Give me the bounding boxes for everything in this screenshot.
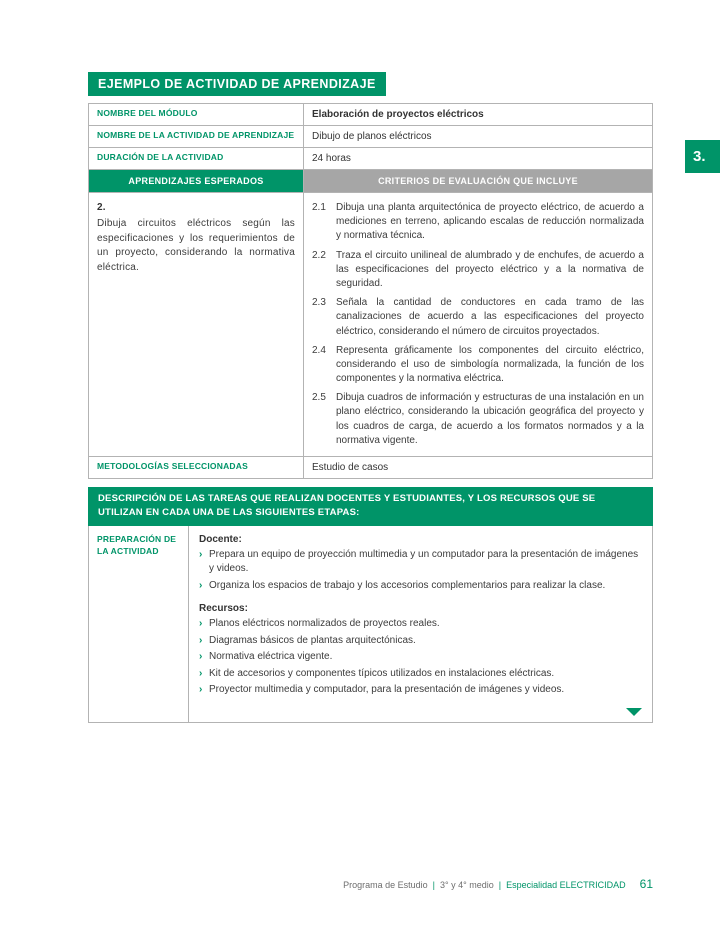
table-header-row xyxy=(89,169,652,192)
table-row-metodologias xyxy=(89,456,652,478)
list-item xyxy=(199,650,640,665)
row-label: DURACIÓN DE LA ACTIVIDAD xyxy=(89,148,304,169)
bullet-icon: › xyxy=(199,579,203,591)
docente-heading: Docente: xyxy=(199,533,242,545)
footer-specialty: Especialidad ELECTRICIDAD xyxy=(506,880,626,890)
criterion-text: Traza el circuito unilineal de alumbrado y de enchufes, de acuerdo a las especificaciones del proyecto eléctrico y a la normativa de seguridad. xyxy=(336,249,644,289)
chapter-tab: 3. xyxy=(685,140,720,173)
preparation-body xyxy=(189,526,652,722)
bullet-icon: › xyxy=(199,684,203,695)
footer-separator: | xyxy=(498,880,502,890)
list-item-text: Kit de accesorios y componentes típicos utilizados en instalaciones eléctricas. xyxy=(209,667,555,679)
list-item-text: Prepara un equipo de proyección multimedia y un computador para la presentación de imágenes y videos. xyxy=(209,548,639,574)
criterion-number: 2.5 xyxy=(312,392,326,404)
page-content xyxy=(88,72,653,723)
learning-criteria-row xyxy=(89,192,652,456)
bullet-icon: › xyxy=(199,667,203,679)
expected-learning-number: 2. xyxy=(97,202,106,213)
bullet-icon: › xyxy=(199,618,203,629)
criteria-cell xyxy=(304,193,652,456)
list-item xyxy=(199,634,640,649)
description-header: DESCRIPCIÓN DE LAS TAREAS QUE REALIZAN DOCENTES Y ESTUDIANTES, Y LOS RECURSOS QUE SE UTILIZAN EN CADA UNA DE LAS SIGUIENTES ETAPAS: xyxy=(88,487,653,526)
table-row-actividad xyxy=(89,125,652,147)
criterion-text: Dibuja cuadros de información y estructuras de una instalación en un plano eléctrico, considerando la ubicación geográfica del proyecto y los cuadros de carga, de acuerdo a los formatos normados y a la normativa vigente. xyxy=(336,392,644,446)
criterion-item xyxy=(312,391,644,448)
row-label: NOMBRE DEL MÓDULO xyxy=(89,104,304,125)
criterion-number: 2.2 xyxy=(312,249,326,261)
row-value: Dibujo de planos eléctricos xyxy=(312,131,432,142)
criterion-text: Representa gráficamente los componentes del circuito eléctrico, considerando el uso de simbología normalizada, la función de los componentes y la normativa eléctrica. xyxy=(336,344,644,385)
recursos-heading: Recursos: xyxy=(199,603,248,614)
list-item-text: Diagramas básicos de plantas arquitectónicas. xyxy=(209,634,416,646)
list-item-text: Planos eléctricos normalizados de proyectos reales. xyxy=(209,618,440,629)
preparation-table xyxy=(88,526,653,723)
row-value: Elaboración de proyectos eléctricos xyxy=(312,109,484,120)
table-row-duracion xyxy=(89,147,652,169)
header-criterios: CRITERIOS DE EVALUACIÓN QUE INCLUYE xyxy=(304,170,652,192)
list-item xyxy=(199,683,640,698)
table-row-modulo xyxy=(89,104,652,125)
page-title: EJEMPLO DE ACTIVIDAD DE APRENDIZAJE xyxy=(88,72,386,96)
list-item-text: Organiza los espacios de trabajo y los accesorios complementarios para realizar la clase. xyxy=(209,579,606,591)
footer-separator: | xyxy=(432,880,436,890)
row-label: NOMBRE DE LA ACTIVIDAD DE APRENDIZAJE xyxy=(89,126,304,147)
bullet-icon: › xyxy=(199,651,203,662)
criterion-text: Dibuja una planta arquitectónica de proyecto eléctrico, de acuerdo a mediciones en terreno, aplicando escalas de reducción normalizada y normativa técnica. xyxy=(336,202,644,242)
footer-grade: 3° y 4° medio xyxy=(440,880,494,890)
list-item xyxy=(199,548,640,577)
page-footer xyxy=(0,877,653,891)
preparation-label: PREPARACIÓN DE LA ACTIVIDAD xyxy=(89,526,189,722)
criterion-number: 2.4 xyxy=(312,344,326,356)
page-number: 61 xyxy=(639,877,653,891)
expected-learning-cell xyxy=(89,193,304,456)
row-value: 24 horas xyxy=(312,153,351,164)
list-item xyxy=(199,579,640,594)
continues-triangle-icon xyxy=(626,708,642,716)
expected-learning-text: Dibuja circuitos eléctricos según las especificaciones y los requerimientos de un proyecto, considerando la normativa eléctrica. xyxy=(97,218,295,273)
footer-program: Programa de Estudio xyxy=(343,880,428,890)
bullet-icon: › xyxy=(199,634,203,646)
criterion-number: 2.3 xyxy=(312,297,326,309)
list-item xyxy=(199,667,640,682)
criterion-item xyxy=(312,249,644,292)
header-aprendizajes: APRENDIZAJES ESPERADOS xyxy=(89,170,304,192)
criterion-item xyxy=(312,344,644,387)
list-item xyxy=(199,617,640,632)
list-item-text: Normativa eléctrica vigente. xyxy=(209,651,333,662)
criterion-text: Señala la cantidad de conductores en cada tramo de las canalizaciones de acuerdo a las especificaciones del proyecto eléctrico, considerando el número de circuitos proyectados. xyxy=(336,297,644,337)
criterion-item xyxy=(312,201,644,244)
activity-table xyxy=(88,103,653,479)
row-label: METODOLOGÍAS SELECCIONADAS xyxy=(89,457,304,478)
criterion-number: 2.1 xyxy=(312,202,326,213)
criterion-item xyxy=(312,296,644,339)
bullet-icon: › xyxy=(199,548,203,560)
list-item-text: Proyector multimedia y computador, para la presentación de imágenes y videos. xyxy=(209,684,565,695)
row-value: Estudio de casos xyxy=(312,462,389,473)
